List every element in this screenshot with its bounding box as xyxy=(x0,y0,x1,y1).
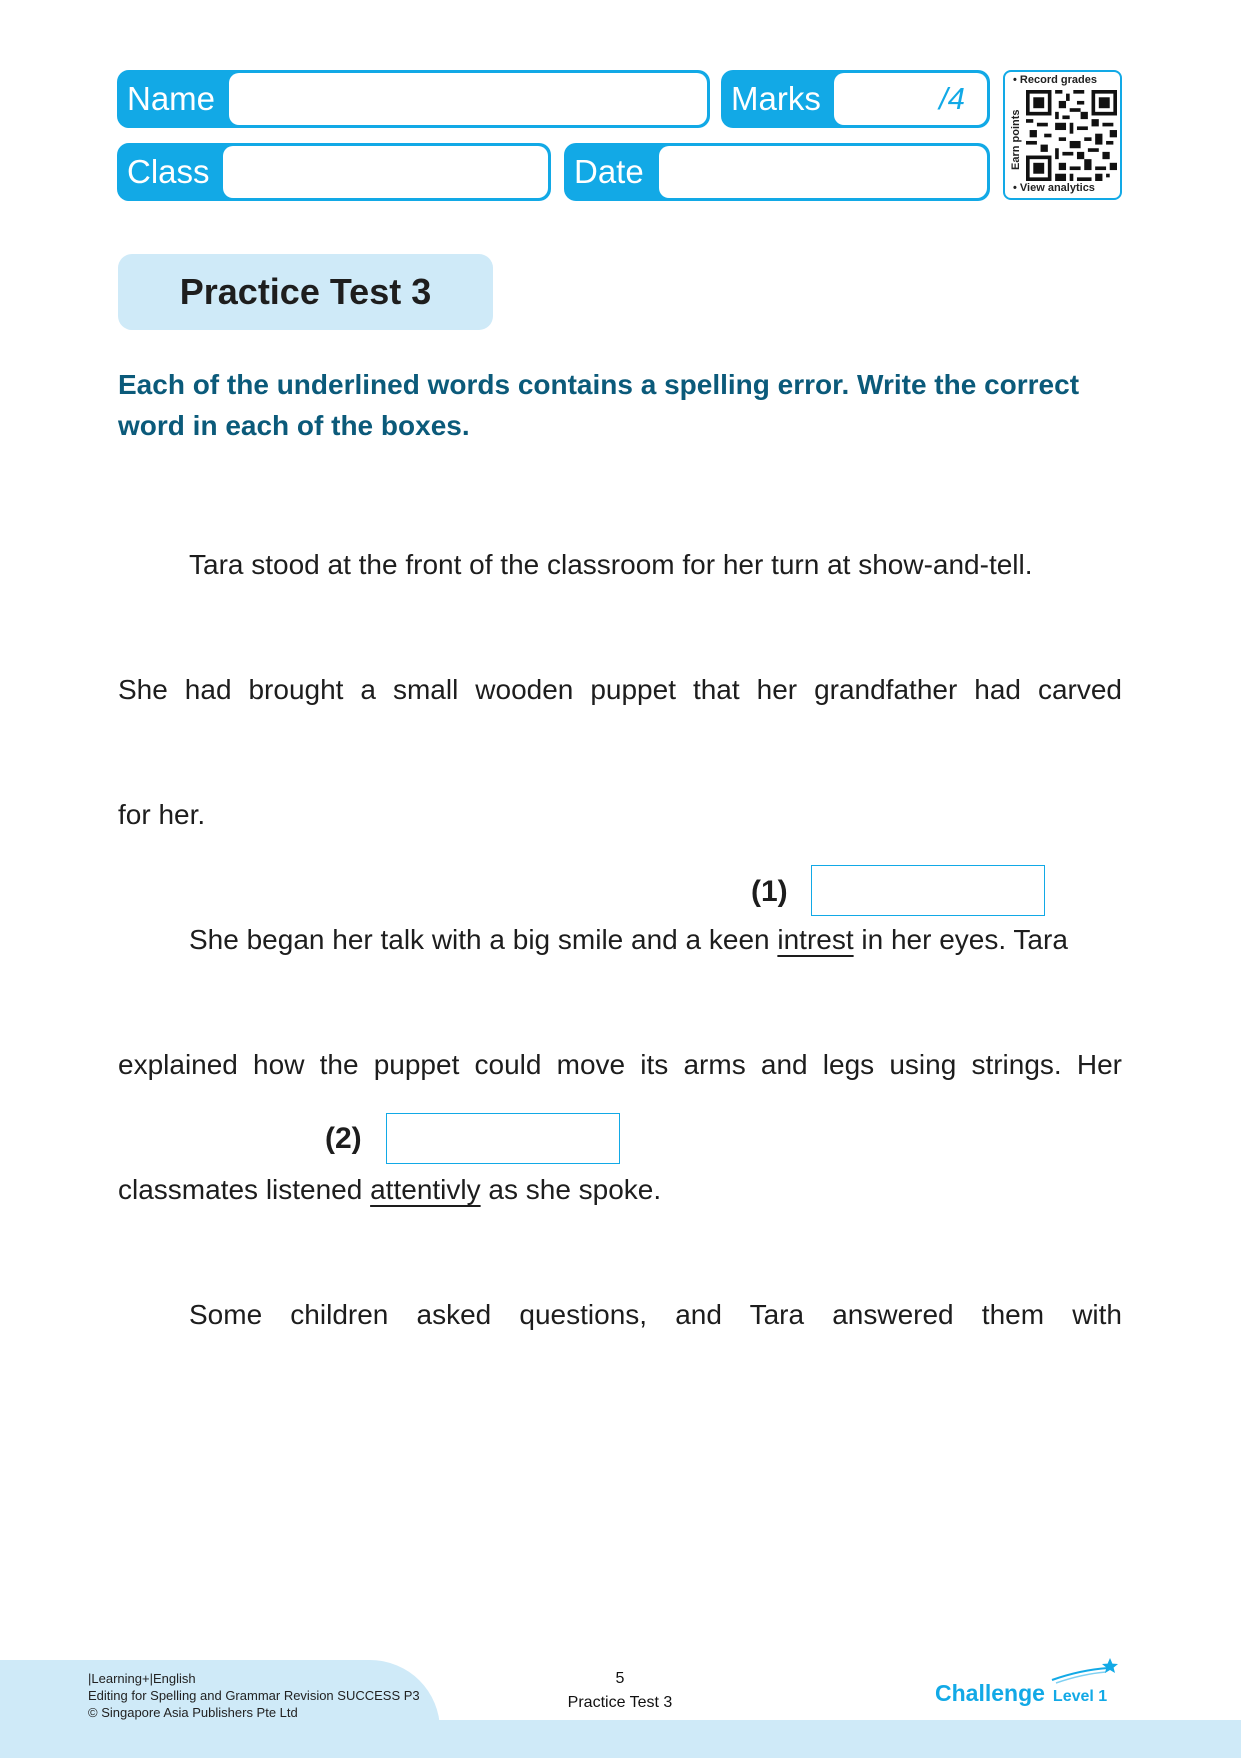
footer-publisher-line-2: Editing for Spelling and Grammar Revision SUCCESS P3 xyxy=(88,1688,420,1703)
name-label: Name xyxy=(127,80,216,117)
passage-line-4-before: She began her talk with a big smile and a keen xyxy=(189,924,778,955)
passage-line-5: explained how the puppet could move its arms and legs using strings. Her xyxy=(118,1049,1122,1080)
marks-label: Marks xyxy=(731,80,821,117)
page-title: Practice Test 3 xyxy=(179,271,432,312)
level-label: Level 1 xyxy=(1052,1688,1108,1705)
marks-input[interactable] xyxy=(834,73,987,125)
error-word-1: intrest xyxy=(777,924,854,955)
passage-line-2: She had brought a small wooden puppet that her grandfather had carved xyxy=(118,674,1122,705)
footer-publisher-line-3: © Singapore Asia Publishers Pte Ltd xyxy=(88,1705,298,1720)
class-label: Class xyxy=(127,153,210,190)
name-input[interactable] xyxy=(229,73,707,125)
date-input[interactable] xyxy=(659,146,987,198)
answer-1-label: (1) xyxy=(751,875,788,908)
answer-2-label: (2) xyxy=(325,1122,362,1155)
qr-code-icon xyxy=(1025,90,1118,181)
qr-side-caption: Earn points xyxy=(1010,109,1022,170)
qr-code-panel xyxy=(1003,70,1122,200)
marks-total: /4 xyxy=(939,81,965,116)
passage-line-7: Some children asked questions, and Tara answered them with xyxy=(189,1299,1122,1330)
footer-publisher-line-1: |Learning+|English xyxy=(88,1671,196,1686)
date-label: Date xyxy=(574,153,644,190)
page-number: 5 xyxy=(615,1670,625,1687)
passage-line-4-after: in her eyes. Tara xyxy=(853,924,1068,955)
answer-2-box[interactable] xyxy=(386,1113,620,1164)
passage-line-1-text: Tara stood at the front of the classroom for her turn at show-and-tell. xyxy=(189,549,1033,580)
answer-1-box[interactable] xyxy=(811,865,1045,916)
qr-bottom-caption: • View analytics xyxy=(1013,182,1095,194)
name-field xyxy=(117,70,710,128)
class-field xyxy=(117,143,551,201)
footer-page-title: Practice Test 3 xyxy=(567,1694,673,1711)
passage-line-1 xyxy=(118,545,1122,585)
qr-top-caption: • Record grades xyxy=(1013,74,1097,86)
instructions: Each of the underlined words contains a spelling error. Write the correct word in each of the boxes. xyxy=(118,369,1080,441)
marks-field xyxy=(721,70,990,128)
class-input[interactable] xyxy=(223,146,548,198)
title-banner xyxy=(118,254,493,330)
challenge-label: Challenge xyxy=(935,1680,1045,1706)
passage-line-6-after: as she spoke. xyxy=(480,1174,662,1205)
error-word-2: attentivly xyxy=(370,1174,481,1205)
passage-line-6 xyxy=(118,1170,1122,1210)
passage-line-3: for her. xyxy=(118,799,206,830)
passage-line-6-before: classmates listened xyxy=(118,1174,371,1205)
passage-line-4 xyxy=(118,920,1122,960)
date-field xyxy=(564,143,990,201)
challenge-badge xyxy=(935,1680,1107,1707)
